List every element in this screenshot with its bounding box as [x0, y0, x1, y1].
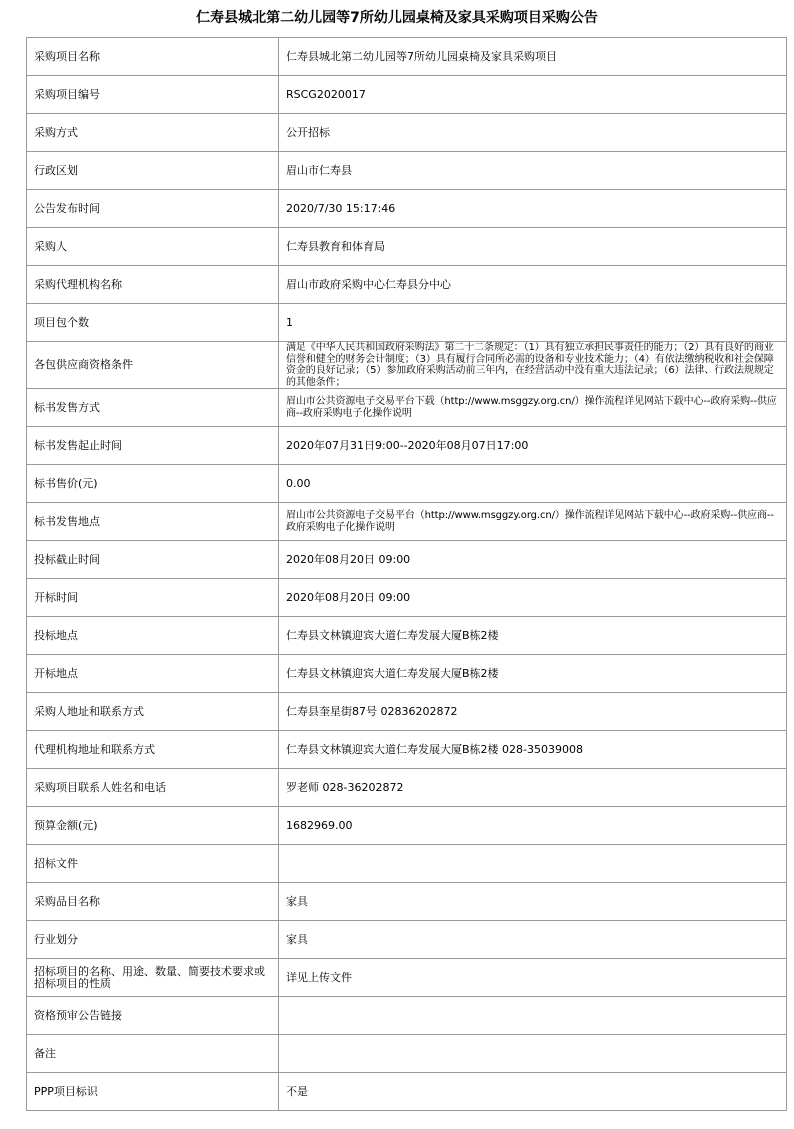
field-value: 1682969.00 — [279, 807, 787, 845]
row-purchaser — [27, 228, 787, 266]
field-value: 满足《中华人民共和国政府采购法》第二十二条规定：（1）具有独立承担民事责任的能力；（2）具有良好的商业信誉和健全的财务会计制度；（3）具有履行合同所必需的设备和专业技术能力；（4）有依法缴纳税收和社会保障资金的良好记录；（5）参加政府采购活动前三年内，在经营活动中没有重大违法记录；（6）法律、行政法规规定的其他条件； — [279, 342, 787, 389]
row-tender-sale-location — [27, 503, 787, 541]
field-label: 采购人 — [27, 228, 279, 266]
row-opening-location — [27, 655, 787, 693]
field-value: 仁寿县教育和体育局 — [279, 228, 787, 266]
field-label: 招标文件 — [27, 845, 279, 883]
row-ppp-flag — [27, 1073, 787, 1111]
field-label: 招标项目的名称、用途、数量、简要技术要求或招标项目的性质 — [27, 959, 279, 997]
row-industry — [27, 921, 787, 959]
field-label: 采购人地址和联系方式 — [27, 693, 279, 731]
field-value: 仁寿县文林镇迎宾大道仁寿发展大厦B栋2楼 — [279, 617, 787, 655]
field-label: 行政区划 — [27, 152, 279, 190]
field-value: 罗老师 028-36202872 — [279, 769, 787, 807]
row-project-name — [27, 38, 787, 76]
field-value — [279, 997, 787, 1035]
row-tender-documents — [27, 845, 787, 883]
field-value: 眉山市公共资源电子交易平台（http://www.msggzy.org.cn/）操作流程详见网站下载中心--政府采购--供应商--政府采购电子化操作说明 — [279, 503, 787, 541]
field-value: 眉山市仁寿县 — [279, 152, 787, 190]
field-value — [279, 1035, 787, 1073]
row-package-count — [27, 304, 787, 342]
row-region — [27, 152, 787, 190]
field-label: 各包供应商资格条件 — [27, 342, 279, 389]
row-bid-deadline — [27, 541, 787, 579]
row-bid-location — [27, 617, 787, 655]
field-value: 仁寿县文林镇迎宾大道仁寿发展大厦B栋2楼 — [279, 655, 787, 693]
field-value — [279, 845, 787, 883]
field-value: 家具 — [279, 883, 787, 921]
field-value: 2020年08月20日 09:00 — [279, 579, 787, 617]
info-table-body — [27, 38, 787, 1111]
field-label: 标书发售地点 — [27, 503, 279, 541]
field-label: PPP项目标识 — [27, 1073, 279, 1111]
field-label: 开标地点 — [27, 655, 279, 693]
field-label: 采购品目名称 — [27, 883, 279, 921]
row-project-contact — [27, 769, 787, 807]
field-value: RSCG2020017 — [279, 76, 787, 114]
row-project-number — [27, 76, 787, 114]
field-label: 资格预审公告链接 — [27, 997, 279, 1035]
row-publish-time — [27, 190, 787, 228]
row-prequalification-link — [27, 997, 787, 1035]
field-label: 项目包个数 — [27, 304, 279, 342]
field-label: 行业划分 — [27, 921, 279, 959]
field-label: 开标时间 — [27, 579, 279, 617]
row-item-name — [27, 883, 787, 921]
field-value: 仁寿县城北第二幼儿园等7所幼儿园桌椅及家具采购项目 — [279, 38, 787, 76]
page-title: 仁寿县城北第二幼儿园等7所幼儿园桌椅及家具采购项目采购公告 — [196, 10, 598, 26]
row-bid-opening-time — [27, 579, 787, 617]
field-value: 仁寿县文林镇迎宾大道仁寿发展大厦B栋2楼 028-35039008 — [279, 731, 787, 769]
row-budget — [27, 807, 787, 845]
row-tender-sale-method — [27, 389, 787, 427]
field-value: 公开招标 — [279, 114, 787, 152]
row-supplier-qualification — [27, 342, 787, 389]
field-value: 1 — [279, 304, 787, 342]
field-label: 采购项目编号 — [27, 76, 279, 114]
field-label: 公告发布时间 — [27, 190, 279, 228]
row-agency-name — [27, 266, 787, 304]
field-value: 眉山市公共资源电子交易平台下载（http://www.msggzy.org.cn/）操作流程详见网站下载中心--政府采购--供应商--政府采购电子化操作说明 — [279, 389, 787, 427]
field-value: 仁寿县奎星街87号 02836202872 — [279, 693, 787, 731]
field-value: 2020年08月20日 09:00 — [279, 541, 787, 579]
field-label: 标书发售方式 — [27, 389, 279, 427]
row-project-description — [27, 959, 787, 997]
field-value: 0.00 — [279, 465, 787, 503]
field-label: 采购代理机构名称 — [27, 266, 279, 304]
field-label: 代理机构地址和联系方式 — [27, 731, 279, 769]
row-tender-price — [27, 465, 787, 503]
field-label: 备注 — [27, 1035, 279, 1073]
row-procurement-method — [27, 114, 787, 152]
field-value: 2020/7/30 15:17:46 — [279, 190, 787, 228]
row-purchaser-contact — [27, 693, 787, 731]
field-value: 2020年07月31日9:00--2020年08月07日17:00 — [279, 427, 787, 465]
field-value: 家具 — [279, 921, 787, 959]
row-agency-contact — [27, 731, 787, 769]
field-label: 采购项目联系人姓名和电话 — [27, 769, 279, 807]
field-value: 不是 — [279, 1073, 787, 1111]
field-value: 眉山市政府采购中心仁寿县分中心 — [279, 266, 787, 304]
field-label: 预算金额(元) — [27, 807, 279, 845]
field-label: 采购项目名称 — [27, 38, 279, 76]
row-tender-sale-period — [27, 427, 787, 465]
field-label: 采购方式 — [27, 114, 279, 152]
row-remarks — [27, 1035, 787, 1073]
field-label: 投标地点 — [27, 617, 279, 655]
field-label: 投标截止时间 — [27, 541, 279, 579]
field-label: 标书发售起止时间 — [27, 427, 279, 465]
info-table — [26, 37, 787, 1111]
field-value: 详见上传文件 — [279, 959, 787, 997]
field-label: 标书售价(元) — [27, 465, 279, 503]
